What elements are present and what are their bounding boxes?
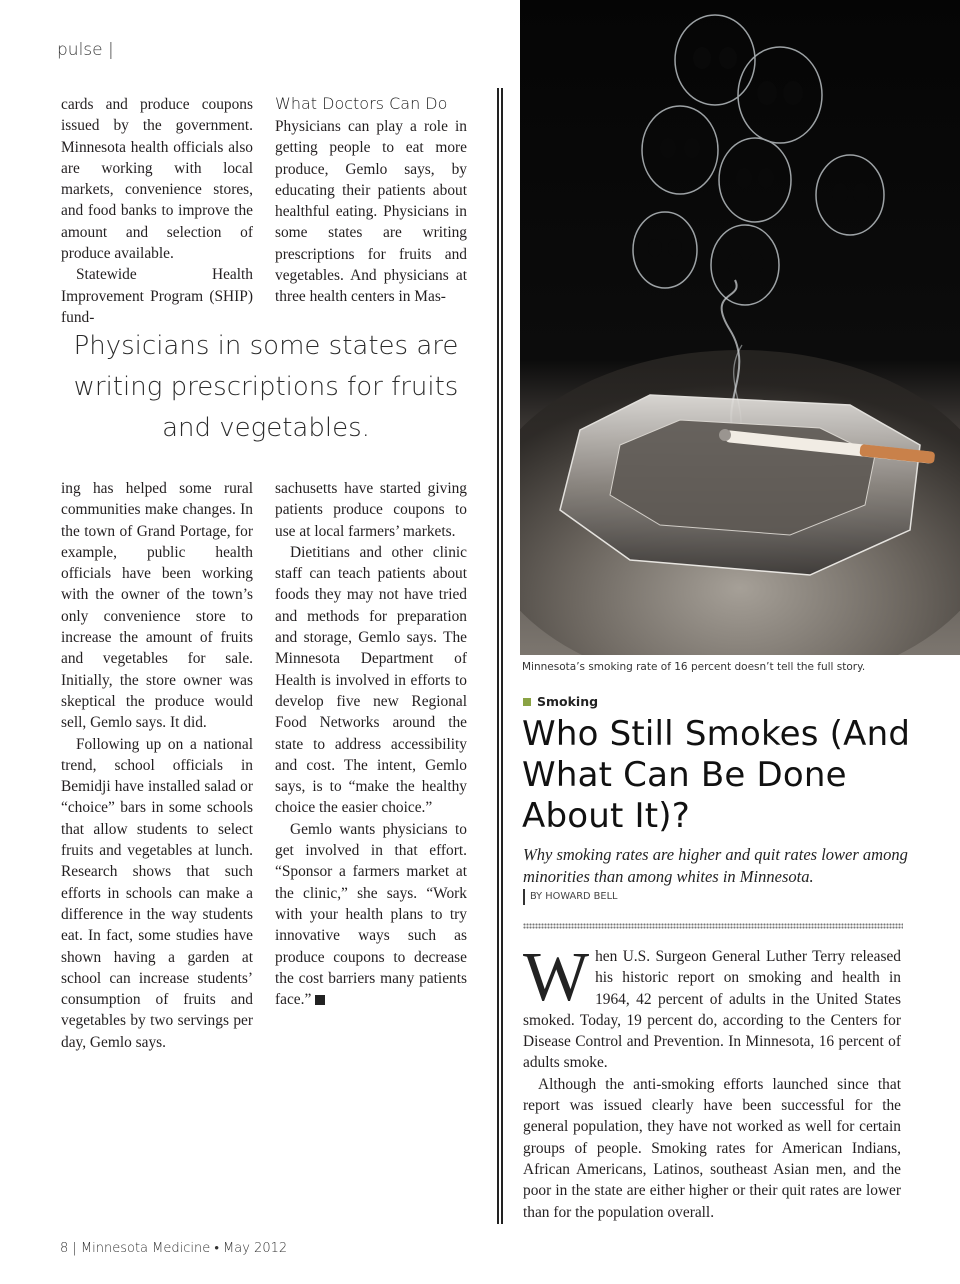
page-footer: 8 | Minnesota Medicine • May 2012 <box>60 1241 288 1256</box>
column-divider <box>497 88 499 1224</box>
byline: BY HOWARD BELL <box>523 889 618 905</box>
paragraph-text: hen U.S. Surgeon General Luther Terry released his historic report on smoking and health in 1964, 42 percent of adults in the United States smoked. Today, 19 percent do, according to the Centers for Disease Control and Prevention. In Minnesota, 16 percent of adults smoke. <box>523 948 901 1072</box>
paragraph: sachusetts have started giving patients produce coupons to use at local farmers’ markets. <box>275 480 467 540</box>
drop-cap: W <box>523 939 590 1016</box>
paragraph: Following up on a national trend, school officials in Bemidji have installed salad or “choice” bars in some schools that allow students to select fruits and vegetables at lunch. Research shows that such efforts in schools can make a difference in the way students eat. In fact, some studies have shown having a garden at school can increase students’ consumption of fruits and vegetables by two servings per day, Gemlo says. <box>61 735 253 1051</box>
article-kicker <box>523 694 598 709</box>
paragraph <box>523 939 901 1074</box>
article-dek: Why smoking rates are higher and quit rates lower among minorities than among whites in Minnesota. <box>523 845 908 886</box>
paragraph-text: Gemlo wants physicians to get involved in that effort. “Sponsor a farmers market at the clinic,” she says. “Work with your health plans to try innovative ways such as produce coupons to decrease the cost barriers many patients face.” <box>275 820 467 1009</box>
paragraph: Dietitians and other clinic staff can teach patients about foods they may not have tried and methods for preparation and storage, Gemlo says. The Minnesota Department of Health is involved in efforts to develop five new Regional Food Networks around the state to address accessibility and cost. The intent, Gemlo says, is to “make the healthy choice the easier choice.” <box>275 543 467 817</box>
pull-quote: Physicians in some states are writing prescriptions for fruits and vegetables. <box>73 331 459 443</box>
paragraph: ing has helped some rural communities make changes. In the town of Grand Portage, for example, public health officials have been working with the owner of the town’s only convenience store to increase the amount of fruits and vegetables for sale. Initially, the store owner was skeptical the produce would sell, Gemlo says. It did. <box>61 480 253 732</box>
paragraph: Although the anti-smoking efforts launched since that report was issued clearly have been successful for the general population, they have not worked as well for certain groups of people. Smoking rates for American Indians, African Americans, Latinos, southeast Asian men, and the poor in the state are either higher or their quit rates are lower than for the population overall. <box>523 1075 901 1221</box>
paragraph: cards and produce coupons issued by the government. Minnesota health officials also are working with local markets, convenience stores, and food banks to improve the amount and selection of produce available. <box>61 96 253 263</box>
photo-illustration <box>520 0 960 655</box>
section-label: pulse | <box>57 40 114 60</box>
paragraph: Statewide Health Improvement Program (SHIP) fund- <box>61 266 253 326</box>
kicker-label: Smoking <box>537 694 599 709</box>
ashtray-smoke-photo <box>520 0 960 655</box>
end-mark-icon <box>315 995 325 1005</box>
article-column-1-bottom <box>61 478 253 1053</box>
article-column-2-bottom <box>275 478 467 1010</box>
photo-caption: Minnesota’s smoking rate of 16 percent doesn’t tell the full story. <box>522 661 866 673</box>
column-divider <box>501 88 503 1224</box>
paragraph: Physicians can play a role in getting people to eat more produce, Gemlo says, by educating their patients about healthful eating. Physicians in some states are writing prescriptions for fruits and vegetables. And physicians at three health centers in Mas- <box>275 118 467 306</box>
article-column-1-top <box>61 94 253 328</box>
subheading: What Doctors Can Do <box>275 94 448 113</box>
paragraph <box>275 819 467 1011</box>
article-column-2-top <box>275 94 467 308</box>
article-body-column <box>523 939 901 1223</box>
dotted-divider <box>523 923 903 929</box>
kicker-square-icon <box>523 698 531 706</box>
article-headline: Who Still Smokes (And What Can Be Done About It)? <box>522 714 911 836</box>
